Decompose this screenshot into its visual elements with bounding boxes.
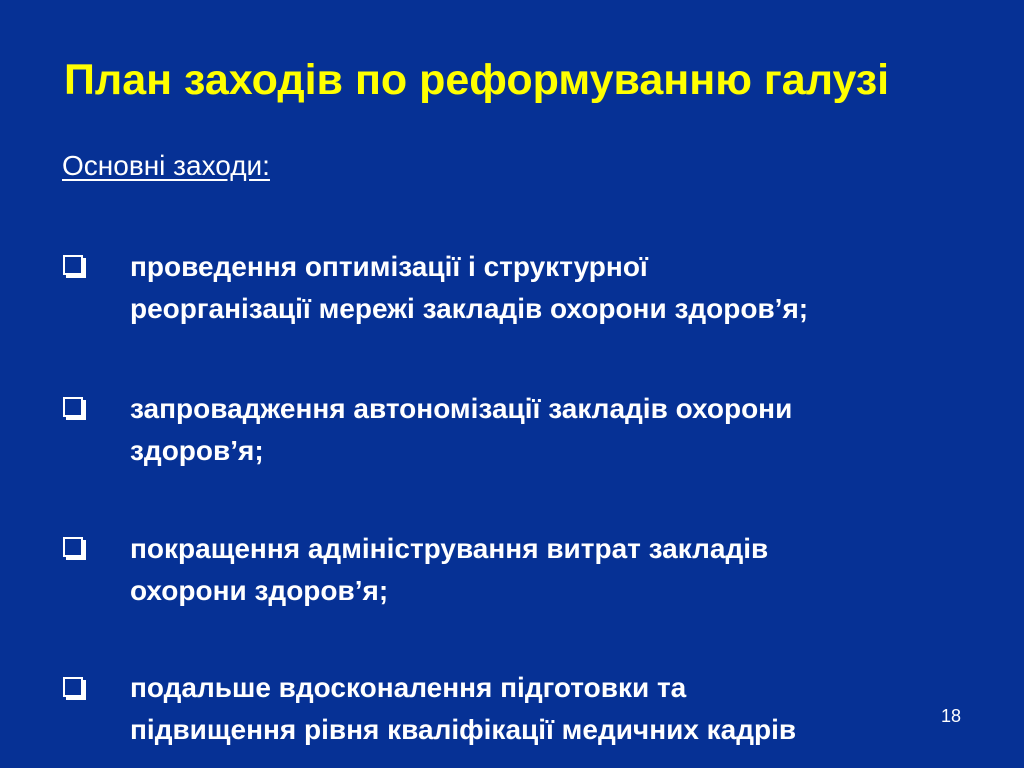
- bullet-line: охорони здоров’я;: [130, 575, 389, 606]
- bullet-text: [130, 528, 970, 612]
- bullet-line: покращення адміністрування витрат закладів: [130, 533, 769, 564]
- bullet-text: [130, 246, 970, 330]
- slide-subtitle: Основні заходи:: [62, 150, 270, 181]
- bullet-line: здоров’я;: [130, 435, 264, 466]
- bullet-line: підвищення рівня кваліфікації медичних кадрів: [130, 714, 797, 745]
- bullet-line: подальше вдосконалення підготовки та: [130, 672, 687, 703]
- checkbox-bullet-icon: [63, 537, 83, 557]
- checkbox-bullet-icon: [63, 397, 83, 417]
- bullet-text: [130, 388, 970, 472]
- slide-title: План заходів по реформуванню галузі: [64, 56, 890, 104]
- checkbox-bullet-icon: [63, 255, 83, 275]
- bullet-line: проведення оптимізації і структурної: [130, 251, 648, 282]
- bullet-text: [130, 667, 970, 751]
- page-number: 18: [941, 706, 962, 726]
- bullet-line: запровадження автономізації закладів охорони: [130, 393, 793, 424]
- bullet-line: реорганізації мережі закладів охорони здоров’я;: [130, 293, 809, 324]
- checkbox-bullet-icon: [63, 677, 83, 697]
